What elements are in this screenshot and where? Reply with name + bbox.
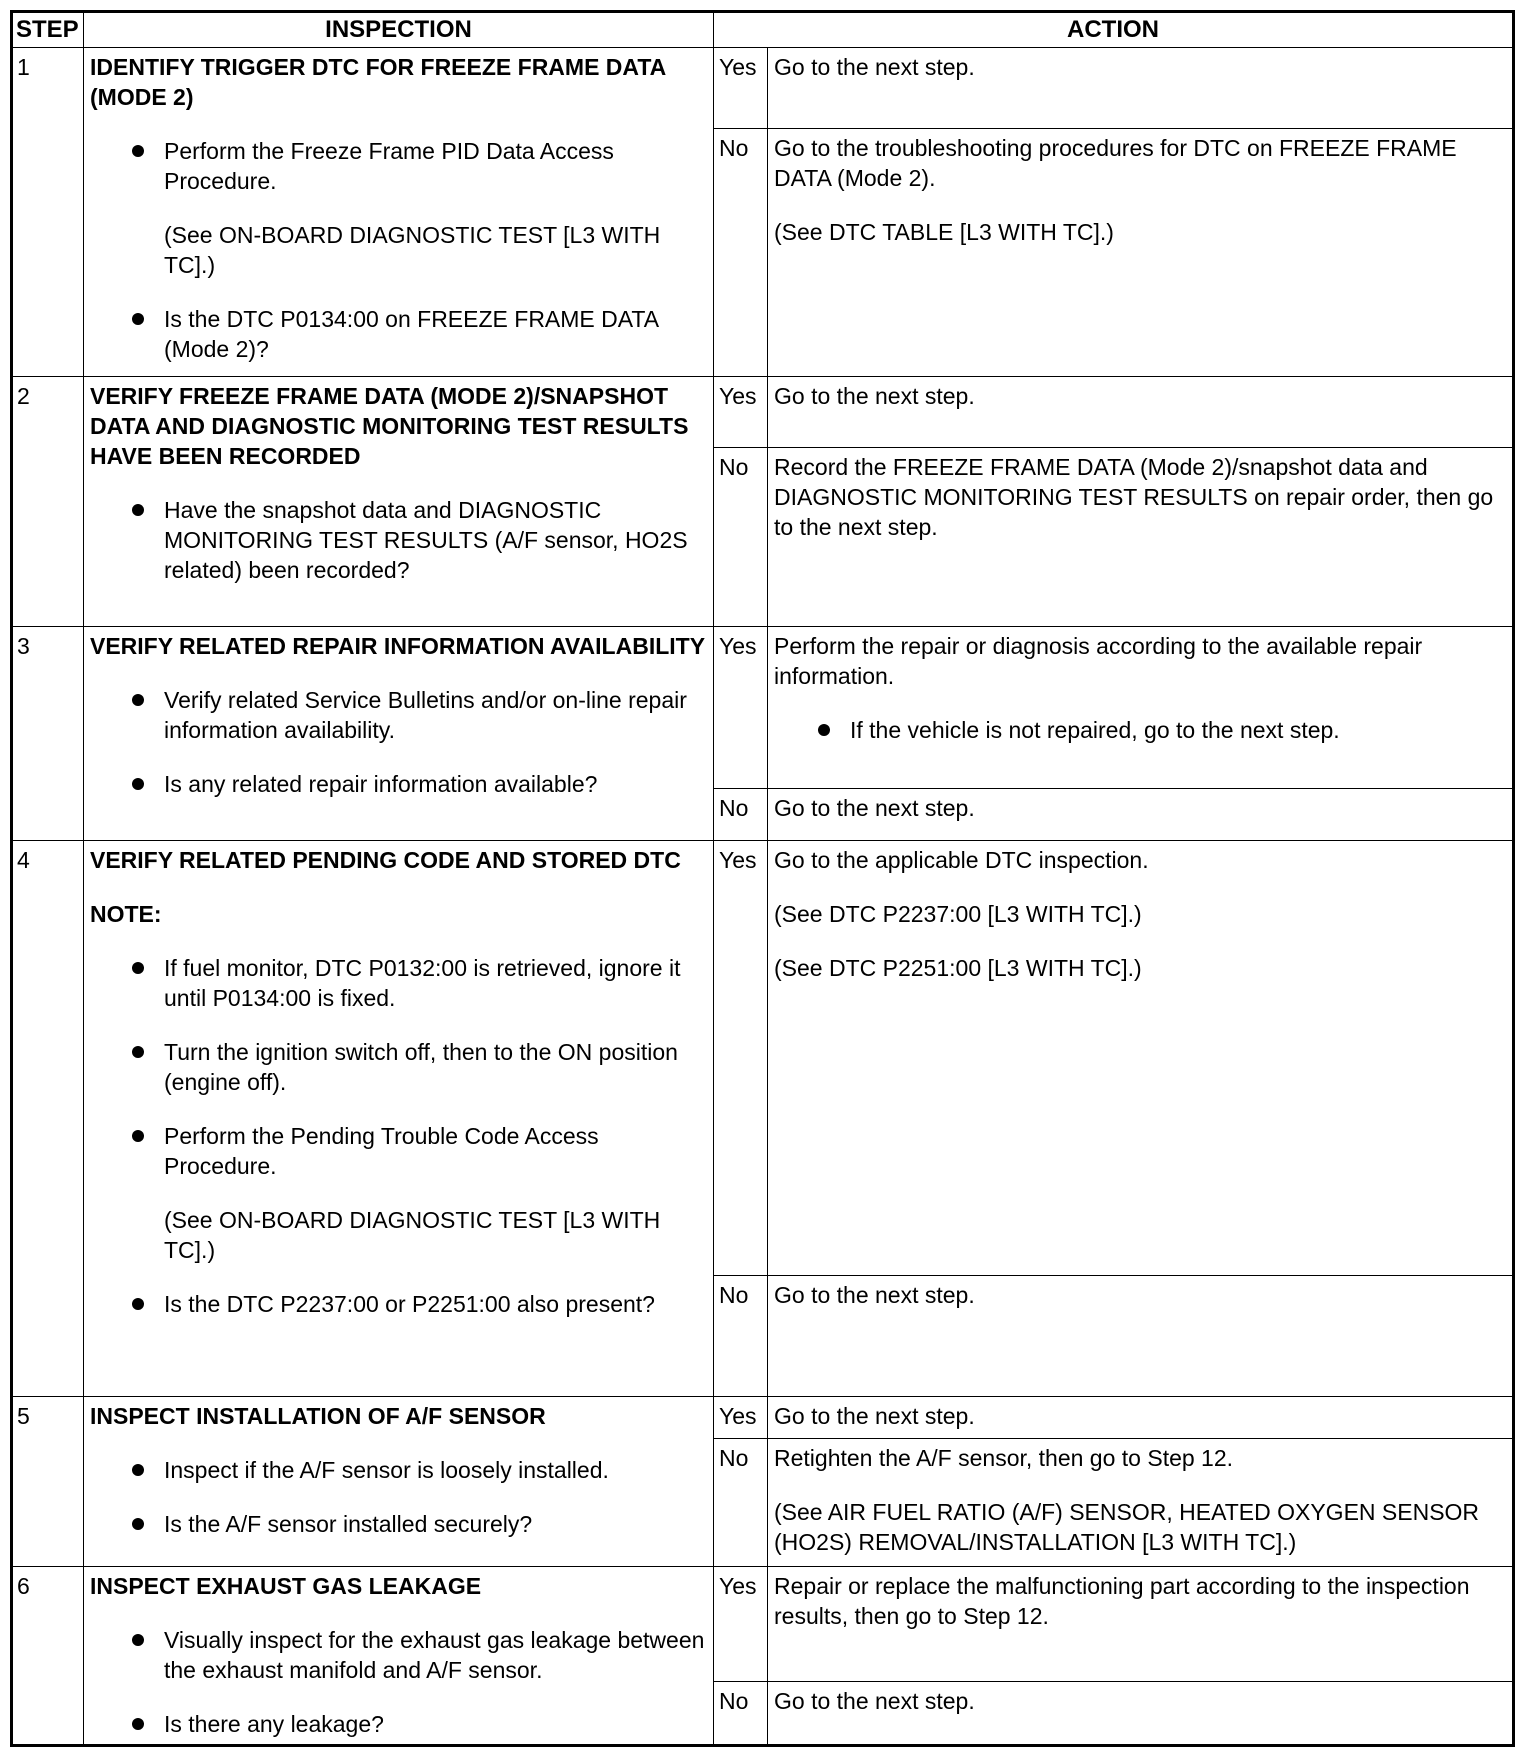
bullet-item: Turn the ignition switch off, then to the ON position (engine off). [90, 1037, 707, 1097]
step-2-yes-row [12, 377, 1514, 448]
no-label: No [714, 129, 768, 377]
bullet-list [90, 1455, 707, 1539]
bullet-item: Is the DTC P2237:00 or P2251:00 also present? [90, 1289, 707, 1319]
yes-action [768, 841, 1514, 1276]
bullet-list [90, 685, 707, 799]
bullet-item: Verify related Service Bulletins and/or on-line repair information availability. [90, 685, 707, 745]
no-label: No [714, 1682, 768, 1746]
no-action: Go to the next step. [768, 1682, 1514, 1746]
bullet-item: Is there any leakage? [90, 1709, 707, 1739]
no-action [768, 129, 1514, 377]
bullet-item: Is the A/F sensor installed securely? [90, 1509, 707, 1539]
yes-label: Yes [714, 1567, 768, 1682]
step-title: INSPECT INSTALLATION OF A/F SENSOR [90, 1403, 546, 1429]
yes-action: Repair or replace the malfunctioning part according to the inspection results, then go to Step 12. [768, 1567, 1514, 1682]
header-step: STEP [12, 12, 84, 48]
step-2-inspection [84, 377, 714, 627]
reference-text: (See AIR FUEL RATIO (A/F) SENSOR, HEATED OXYGEN SENSOR (HO2S) REMOVAL/INSTALLATION [L3 WITH TC].) [774, 1499, 1480, 1555]
bullet-item [90, 136, 707, 280]
diagnostic-table [10, 10, 1515, 1747]
header-row [12, 12, 1514, 48]
step-title: VERIFY FREEZE FRAME DATA (MODE 2)/SNAPSHOT DATA AND DIAGNOSTIC MONITORING TEST RESULTS HAVE BEEN RECORDED [90, 383, 689, 469]
header-action: ACTION [714, 12, 1514, 48]
step-title: INSPECT EXHAUST GAS LEAKAGE [90, 1573, 482, 1599]
reference-text: (See ON-BOARD DIAGNOSTIC TEST [L3 WITH TC].) [164, 1207, 661, 1263]
yes-label: Yes [714, 1397, 768, 1439]
no-label: No [714, 1276, 768, 1397]
no-label: No [714, 1439, 768, 1567]
bullet-item: If the vehicle is not repaired, go to the next step. [774, 715, 1506, 745]
bullet-item: Inspect if the A/F sensor is loosely installed. [90, 1455, 707, 1485]
step-5-yes-row [12, 1397, 1514, 1439]
no-action: Record the FREEZE FRAME DATA (Mode 2)/snapshot data and DIAGNOSTIC MONITORING TEST RESULTS on repair order, then go to the next step. [768, 448, 1514, 627]
step-number: 5 [12, 1397, 84, 1567]
yes-label: Yes [714, 48, 768, 129]
step-3-yes-row [12, 627, 1514, 789]
step-number: 2 [12, 377, 84, 627]
bullet-list [90, 1625, 707, 1739]
action-text: Go to the applicable DTC inspection. [774, 847, 1149, 873]
no-action: Go to the next step. [768, 789, 1514, 841]
step-title: IDENTIFY TRIGGER DTC FOR FREEZE FRAME DATA (MODE 2) [90, 54, 666, 110]
bullet-list [90, 495, 707, 585]
step-5-inspection [84, 1397, 714, 1567]
bullet-item: Visually inspect for the exhaust gas leakage between the exhaust manifold and A/F sensor. [90, 1625, 707, 1685]
step-number: 6 [12, 1567, 84, 1746]
bullet-item [90, 1121, 707, 1265]
no-label: No [714, 448, 768, 627]
reference-text: (See DTC P2251:00 [L3 WITH TC].) [774, 955, 1142, 981]
step-1-yes-row [12, 48, 1514, 129]
bullet-list [774, 715, 1506, 745]
bullet-item: If fuel monitor, DTC P0132:00 is retrieved, ignore it until P0134:00 is fixed. [90, 953, 707, 1013]
step-number: 4 [12, 841, 84, 1397]
no-action [768, 1439, 1514, 1567]
reference-text: (See ON-BOARD DIAGNOSTIC TEST [L3 WITH TC].) [164, 222, 661, 278]
bullet-list [90, 136, 707, 364]
yes-action: Go to the next step. [768, 377, 1514, 448]
no-action: Go to the next step. [768, 1276, 1514, 1397]
step-4-yes-row [12, 841, 1514, 1276]
header-inspection: INSPECTION [84, 12, 714, 48]
yes-action: Go to the next step. [768, 1397, 1514, 1439]
reference-text: (See DTC TABLE [L3 WITH TC].) [774, 219, 1114, 245]
step-title: VERIFY RELATED REPAIR INFORMATION AVAILABILITY [90, 633, 706, 659]
step-6-yes-row [12, 1567, 1514, 1682]
yes-label: Yes [714, 377, 768, 448]
action-text: Go to the troubleshooting procedures for DTC on FREEZE FRAME DATA (Mode 2). [774, 135, 1457, 191]
bullet-item: Have the snapshot data and DIAGNOSTIC MONITORING TEST RESULTS (A/F sensor, HO2S related) been recorded? [90, 495, 707, 585]
action-text: Retighten the A/F sensor, then go to Step 12. [774, 1445, 1234, 1471]
step-3-inspection [84, 627, 714, 841]
step-title: VERIFY RELATED PENDING CODE AND STORED DTC [90, 847, 681, 873]
bullet-text: Perform the Pending Trouble Code Access Procedure. [164, 1123, 599, 1179]
yes-action [768, 627, 1514, 789]
yes-action: Go to the next step. [768, 48, 1514, 129]
bullet-list [90, 953, 707, 1319]
no-label: No [714, 789, 768, 841]
bullet-text: Perform the Freeze Frame PID Data Access Procedure. [164, 138, 614, 194]
step-6-inspection [84, 1567, 714, 1746]
reference-text: (See DTC P2237:00 [L3 WITH TC].) [774, 901, 1142, 927]
note-label: NOTE: [90, 901, 162, 927]
bullet-item: Is any related repair information available? [90, 769, 707, 799]
step-number: 1 [12, 48, 84, 377]
step-1-inspection [84, 48, 714, 377]
yes-label: Yes [714, 841, 768, 1276]
step-4-inspection [84, 841, 714, 1397]
yes-label: Yes [714, 627, 768, 789]
bullet-item: Is the DTC P0134:00 on FREEZE FRAME DATA (Mode 2)? [90, 304, 707, 364]
action-text: Perform the repair or diagnosis according to the available repair information. [774, 633, 1423, 689]
step-number: 3 [12, 627, 84, 841]
